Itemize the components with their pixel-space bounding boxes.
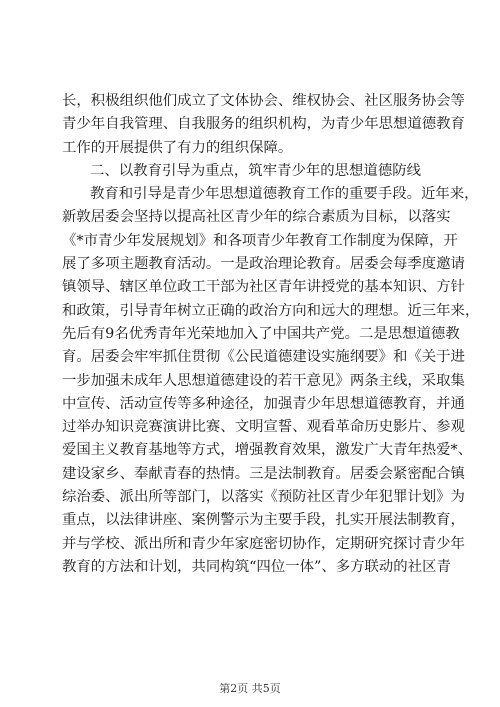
text-line: 并与学校、派出所和青少年家庭密切协作，定期研究探讨青少年 xyxy=(62,535,465,552)
text-line: 教育的方法和计划，共同构筑“四位一体”、多方联动的社区青 xyxy=(62,558,451,575)
text-line: 先后有9名优秀青年光荣地加入了中国共产党。二是思想道德教 xyxy=(62,325,460,342)
text-line: 新敦居委会坚持以提高社区青少年的综合素质为目标，以落实 xyxy=(62,209,451,226)
page-number: 第2页 共5页 xyxy=(219,682,281,695)
text-line: 综治委、派出所等部门，以落实《预防社区青少年犯罪计划》为 xyxy=(62,489,465,506)
text-line: 和政策，引导青年树立正确的政治方向和远大的理想。近三年来， xyxy=(62,302,480,319)
text-line: 爱国主义教育基地等方式，增强教育效果，激发广大青年热爱*、 xyxy=(62,442,473,459)
text-line: 重点，以法律讲座、案例警示为主要手段，扎实开展法制教育， xyxy=(62,512,465,529)
text-line: 工作的开展提供了有力的组织保障。 xyxy=(62,139,293,156)
text-line: 建设家乡、奉献青春的热情。三是法制教育。居委会紧密配合镇 xyxy=(62,465,465,482)
section-heading: 二、以教育引导为重点，筑牢青少年的思想道德防线 xyxy=(90,162,421,179)
text-line: 长，积极组织他们成立了文体协会、维权协会、社区服务协会等 xyxy=(62,93,465,109)
text-line: 《*市青少年发展规划》和各项青少年教育工作制度为保障，开 xyxy=(62,232,458,249)
document-body xyxy=(62,90,480,579)
text-line: 展了多项主题教育活动。一是政治理论教育。居委会每季度邀请 xyxy=(62,256,465,273)
text-line: 教育和引导是青少年思想道德教育工作的重要手段。近年来， xyxy=(90,186,479,203)
text-line: 青少年自我管理、自我服务的组织机构，为青少年思想道德教育 xyxy=(62,116,465,133)
text-line: 一步加强未成年人思想道德建设的若干意见》两条主线，采取集 xyxy=(62,372,465,389)
text-line: 育。居委会牢牢抓住贯彻《公民道德建设实施纲要》和《关于进 xyxy=(62,349,465,366)
text-line: 镇领导、辖区单位政工干部为社区青年讲授党的基本知识、方针 xyxy=(62,279,465,296)
text-line: 中宣传、活动宣传等多种途径，加强青少年思想道德教育，并通 xyxy=(62,395,465,412)
text-line: 过举办知识竞赛演讲比赛、文明宣誓、观看革命历史影片、参观 xyxy=(62,419,465,436)
